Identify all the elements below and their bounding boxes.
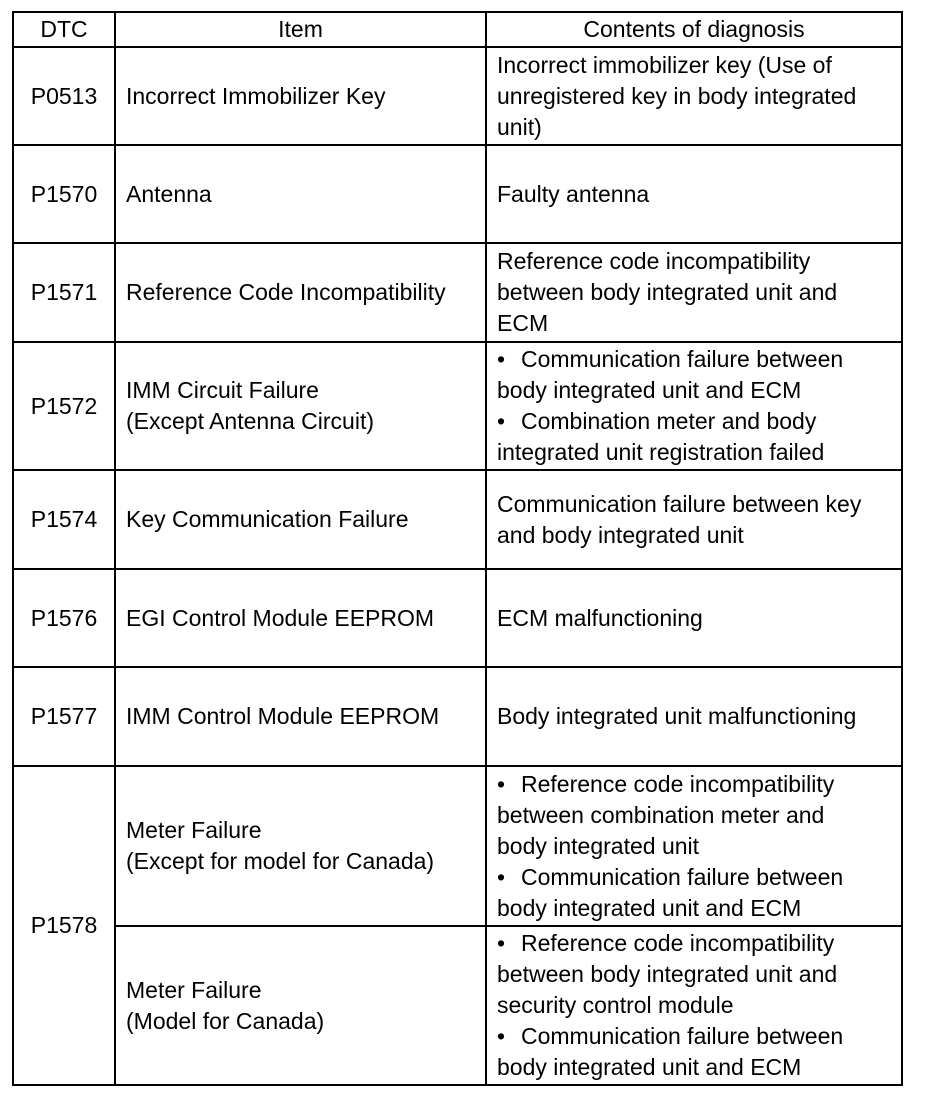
- contents-line: unit): [497, 113, 542, 140]
- dtc-code: P1570: [13, 145, 115, 243]
- contents-line: body integrated unit and ECM: [497, 894, 802, 921]
- table-row: [13, 569, 902, 667]
- dtc-code: P1577: [13, 667, 115, 766]
- contents-cell: [486, 47, 902, 145]
- contents-line: body integrated unit: [497, 832, 700, 859]
- bullet-item: [497, 406, 891, 437]
- table-row: [13, 470, 902, 569]
- item-text: Meter Failure: [126, 817, 262, 843]
- item-cell: [115, 47, 486, 145]
- contents-cell: [486, 145, 902, 243]
- dtc-code: P0513: [13, 47, 115, 145]
- contents-line: Combination meter and body: [521, 408, 817, 434]
- contents-cell: [486, 766, 902, 926]
- contents-cell: [486, 342, 902, 470]
- contents-line: Incorrect immobilizer key (Use of: [497, 51, 832, 78]
- item-text: IMM Circuit Failure: [126, 377, 319, 403]
- contents-line: between body integrated unit and: [497, 961, 838, 987]
- contents-line: Communication failure between: [521, 1023, 844, 1049]
- item-text: IMM Control Module EEPROM: [126, 703, 440, 729]
- contents-line: ECM malfunctioning: [497, 604, 703, 631]
- bullet-glyph: •: [497, 346, 506, 372]
- item-text: Reference Code Incompatibility: [126, 279, 446, 305]
- bullet-glyph: •: [497, 863, 506, 890]
- dtc-code: P1571: [13, 243, 115, 342]
- header-contents: Contents of diagnosis: [486, 12, 902, 47]
- contents-line: body integrated unit and ECM: [497, 377, 802, 403]
- table-row: [13, 47, 902, 145]
- contents-line: body integrated unit and ECM: [497, 1054, 802, 1080]
- contents-line: Communication failure between key: [497, 490, 862, 517]
- contents-cell: [486, 243, 902, 342]
- bullet-item: [497, 1021, 891, 1052]
- bullet-item: [497, 769, 891, 800]
- item-cell: [115, 926, 486, 1085]
- dtc-code: P1572: [13, 342, 115, 470]
- table-row: [13, 243, 902, 342]
- item-cell: [115, 667, 486, 766]
- bullet-glyph: •: [497, 408, 506, 434]
- contents-cell: [486, 569, 902, 667]
- item-text: (Except for model for Canada): [126, 848, 435, 874]
- item-text: Meter Failure: [126, 976, 262, 1003]
- bullet-glyph: •: [497, 930, 506, 956]
- item-text: Antenna: [126, 180, 212, 207]
- bullet-item: [497, 862, 891, 893]
- item-cell: [115, 470, 486, 569]
- bullet-item: [497, 344, 891, 375]
- item-text: (Except Antenna Circuit): [126, 408, 375, 434]
- table-row: [13, 667, 902, 766]
- bullet-glyph: •: [497, 1023, 506, 1049]
- dtc-code: P1578: [13, 766, 115, 1085]
- dtc-code: P1576: [13, 569, 115, 667]
- item-text: EGI Control Module EEPROM: [126, 604, 435, 631]
- dtc-code: P1574: [13, 470, 115, 569]
- item-cell: [115, 766, 486, 926]
- item-text: Incorrect Immobilizer Key: [126, 82, 386, 109]
- contents-line: between combination meter and: [497, 801, 825, 828]
- contents-line: ECM: [497, 310, 549, 336]
- contents-line: Communication failure between: [521, 346, 844, 372]
- contents-line: Communication failure between: [521, 863, 844, 890]
- contents-line: Reference code incompatibility: [521, 930, 835, 956]
- item-cell: [115, 342, 486, 470]
- contents-line: Body integrated unit malfunctioning: [497, 703, 857, 729]
- contents-line: Faulty antenna: [497, 180, 650, 207]
- contents-line: integrated unit registration failed: [497, 439, 825, 465]
- contents-line: security control module: [497, 992, 734, 1018]
- contents-cell: [486, 470, 902, 569]
- table-row: [13, 342, 902, 470]
- table-row: [13, 145, 902, 243]
- table-header-row: [13, 12, 902, 47]
- item-text: Key Communication Failure: [126, 506, 409, 532]
- item-cell: [115, 569, 486, 667]
- item-cell: [115, 243, 486, 342]
- contents-line: between body integrated unit and: [497, 279, 838, 305]
- table-row: [13, 926, 902, 1085]
- contents-line: and body integrated unit: [497, 521, 744, 548]
- header-dtc: DTC: [13, 12, 115, 47]
- contents-cell: [486, 926, 902, 1085]
- bullet-item: [497, 928, 891, 959]
- contents-cell: [486, 667, 902, 766]
- table-row: [13, 766, 902, 926]
- dtc-table: [12, 11, 903, 1086]
- contents-line: Reference code incompatibility: [497, 248, 811, 274]
- bullet-glyph: •: [497, 770, 506, 797]
- item-cell: [115, 145, 486, 243]
- header-item: Item: [115, 12, 486, 47]
- contents-line: unregistered key in body integrated: [497, 82, 857, 109]
- item-text: (Model for Canada): [126, 1007, 325, 1034]
- contents-line: Reference code incompatibility: [521, 770, 835, 797]
